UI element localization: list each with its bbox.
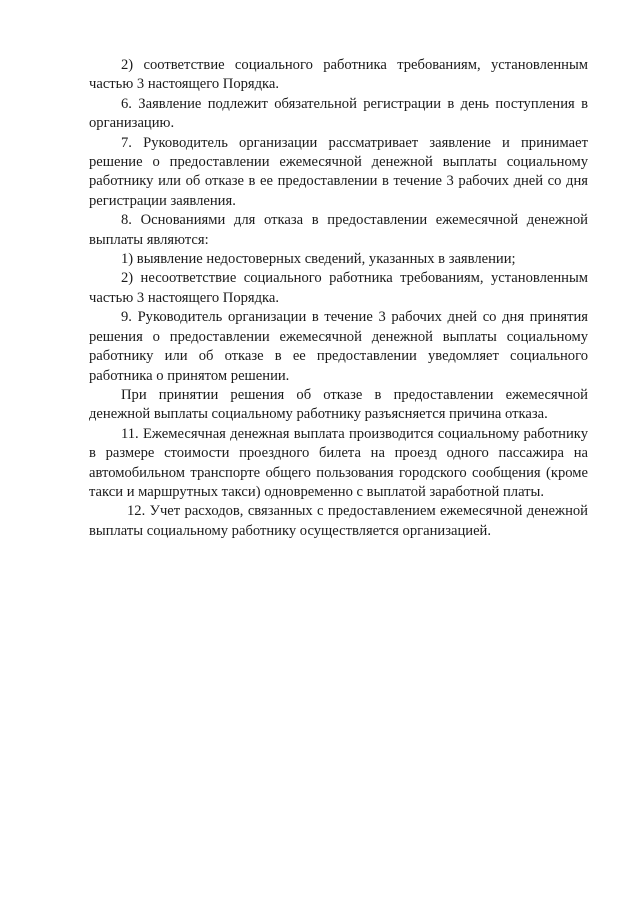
paragraph-11-payment: 11. Ежемесячная денежная выплата производится социальному работнику в размере стоимости проездного билета на проезд одного пассажира на автомобильном транспорте общего пользования городского сообщения (кроме такси и маршрутных такси) одновременно с выплатой заработной платы. xyxy=(89,425,588,500)
paragraph-8-ground-2: 2) несоответствие социального работника требованиям, установленным частью 3 настоящего Порядка. xyxy=(89,270,588,306)
paragraph-refusal-explanation: При принятии решения об отказе в предоставлении ежемесячной денежной выплаты социальному работнику разъясняется причина отказа. xyxy=(89,386,588,423)
paragraph-8-refusal-grounds: 8. Основаниями для отказа в предоставлении ежемесячной денежной выплаты являются: xyxy=(89,212,588,248)
paragraph-8-ground-1: 1) выявление недостоверных сведений, указанных в заявлении; xyxy=(121,251,516,268)
document-body xyxy=(89,56,588,541)
paragraph-12-accounting: 12. Учет расходов, связанных с предоставлением ежемесячной денежной выплаты социальному работнику осуществляется организацией. xyxy=(89,503,588,539)
paragraph-7-decision: 7. Руководитель организации рассматривает заявление и принимает решение о предоставлении ежемесячной денежной выплаты социальному работнику или об отказе в ее предоставлении в течение 3 рабочих дней со дня регистрации заявления. xyxy=(89,134,588,209)
paragraph-9-notification: 9. Руководитель организации в течение 3 рабочих дней со дня принятия решения о предоставлении ежемесячной денежной выплаты социальному работнику или об отказе в ее предоставлении уведомляет социального работника о принятом решении. xyxy=(89,309,588,384)
paragraph-item-2-requirements: 2) соответствие социального работника требованиям, установленным частью 3 настоящего Порядка. xyxy=(89,57,588,93)
paragraph-6-registration: 6. Заявление подлежит обязательной регистрации в день поступления в организацию. xyxy=(89,95,588,132)
